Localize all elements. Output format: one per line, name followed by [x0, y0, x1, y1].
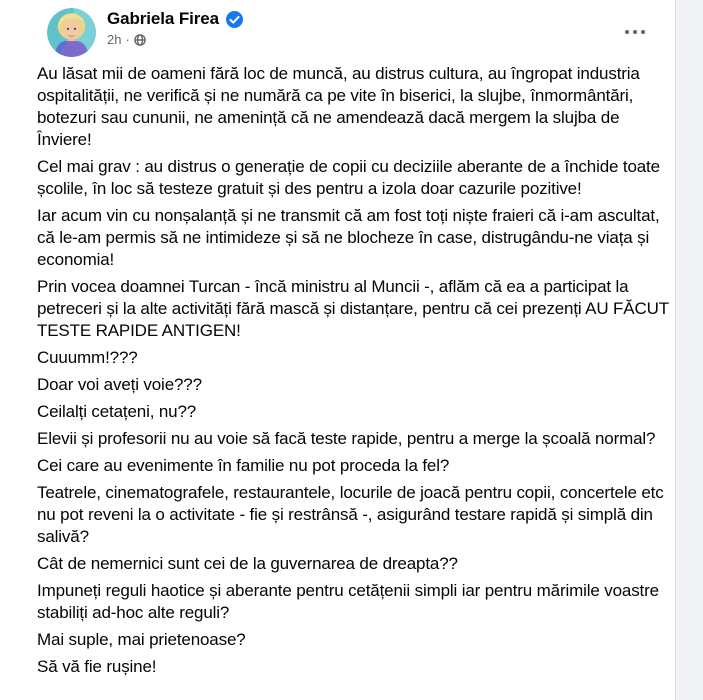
- ellipsis-icon: [625, 30, 629, 34]
- post-paragraph: Cuuumm!???: [37, 348, 138, 367]
- post-meta: [107, 32, 146, 47]
- ellipsis-icon: [641, 30, 645, 34]
- meta-separator: ·: [125, 32, 130, 47]
- verified-badge-icon: [226, 11, 243, 28]
- page-background: [677, 0, 703, 700]
- audience-globe-icon: [134, 34, 146, 46]
- post-paragraph: Cât de nemernici sunt cei de la guvernarea de dreapta??: [37, 554, 458, 573]
- author-row: [107, 9, 243, 29]
- post-paragraph: Teatrele, cinematografele, restaurantele, locurile de joacă pentru copii, concertele etc nu pot reveni la o activitate - fie și restrânsă -, asigurând testare rapidă și simplă din salivă?: [37, 483, 664, 546]
- post-paragraph: Ceilalți cetațeni, nu??: [37, 402, 197, 421]
- post-content: [37, 63, 676, 678]
- post-header: [0, 0, 675, 57]
- post-paragraph: Doar voi aveți voie???: [37, 375, 202, 394]
- post-paragraph: Să vă fie rușine!: [37, 657, 157, 676]
- post-paragraph: Au lăsat mii de oameni fără loc de muncă, au distrus cultura, au îngropat industria ospitalității, ne verifică și ne numără ca pe vite în biserici, la slujbe, înmormântări, botezuri sau cununii, ne amenință că ne amendează dacă mergem la slujba de Înviere!: [37, 64, 640, 149]
- post-paragraph: Cei care au evenimente în familie nu pot proceda la fel?: [37, 456, 450, 475]
- author-name[interactable]: Gabriela Firea: [107, 9, 219, 28]
- post-paragraph: Iar acum vin cu nonșalanță și ne transmit că am fost toți niște fraieri că i-am ascultat, că le-am permis să ne intimideze și să ne blocheze în case, distrugându-ne viața și economia!: [37, 206, 660, 269]
- more-options-button[interactable]: [617, 19, 653, 45]
- post-paragraph: Cel mai grav : au distrus o generație de copii cu deciziile aberante de a închide toate școlile, în loc să testeze gratuit și des pentru a izola doar cazurile pozitive!: [37, 157, 660, 198]
- post-paragraph: Mai suple, mai prietenoase?: [37, 630, 246, 649]
- post-paragraph: Elevii și profesorii nu au voie să facă teste rapide, pentru a merge la școală normal?: [37, 429, 656, 448]
- profile-avatar[interactable]: [47, 8, 96, 57]
- post-paragraph: Prin vocea doamnei Turcan - încă ministru al Muncii -, aflăm că ea a participat la petreceri și la alte activități fără mască și distanțare, pentru că cei prezenți AU FĂCUT TESTE RAPIDE ANTIGEN!: [37, 277, 669, 340]
- ellipsis-icon: [633, 30, 637, 34]
- post-paragraph: Impuneți reguli haotice și aberante pentru cetățenii simpli iar pentru mărimile voastre stabiliți ad-hoc alte reguli?: [37, 581, 659, 622]
- avatar-image: [47, 8, 96, 57]
- post-timestamp[interactable]: 2h: [107, 32, 122, 47]
